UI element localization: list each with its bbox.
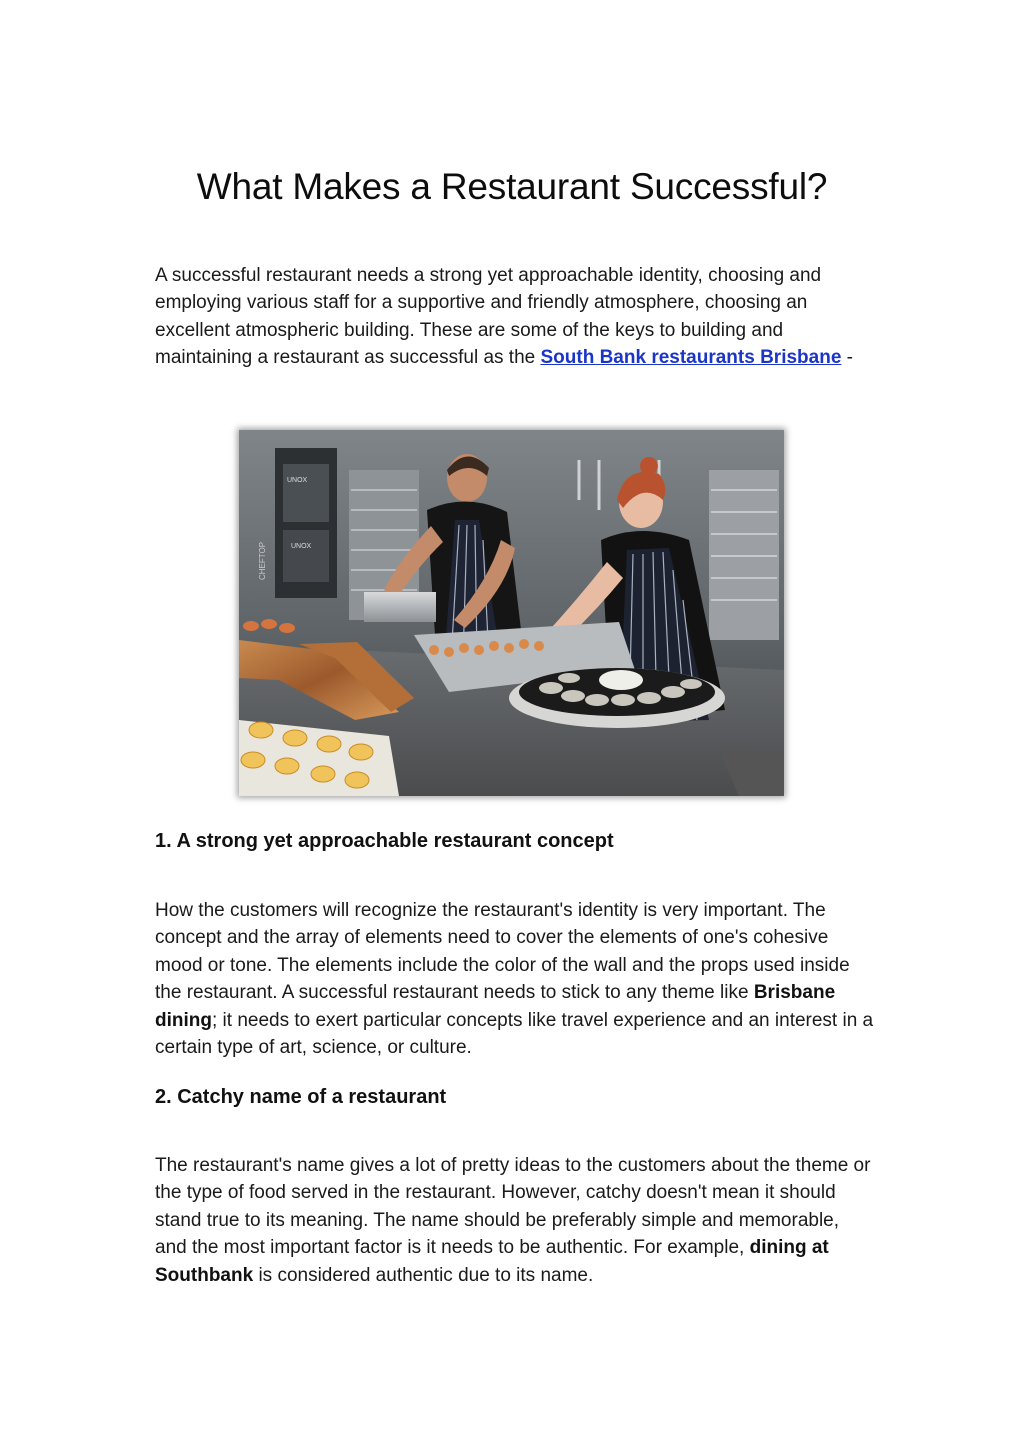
oven-side-label: CHEFTOP <box>258 541 267 580</box>
section-heading-concept: 1. A strong yet approachable restaurant concept <box>155 830 614 852</box>
south-bank-restaurants-link[interactable]: South Bank restaurants Brisbane <box>540 347 842 369</box>
brisbane-dining-bold: Brisbane dining <box>155 982 836 1031</box>
section-heading-name: 2. Catchy name of a restaurant <box>155 1086 447 1108</box>
intro-text: A successful restaurant needs a strong yet approachable identity, choosing and employing various staff for a supportive and friendly atmosphere, choosing an excellent atmospheric building. These are some of the keys to building and maintaining a restaurant as successful as the <box>155 265 822 369</box>
concept-text-end: ; it needs to exert particular concepts like travel experience and an interest in a certain type of art, science, or culture. <box>155 1009 874 1059</box>
page-title: What Makes a Restaurant Successful? <box>196 166 828 207</box>
name-text: The restaurant's name gives a lot of pretty ideas to the customers about the theme or the type of food served in the restaurant. However, catchy doesn't mean it should stand true to its meaning. The name should be preferably simple and memorable, and the most important factor is it needs to be authentic. For example, <box>155 1155 871 1259</box>
dining-southbank-bold: dining at Southbank <box>155 1237 829 1286</box>
intro-paragraph <box>155 262 875 372</box>
name-paragraph <box>155 1152 875 1289</box>
concept-text: How the customers will recognize the restaurant's identity is very important. The concept and the array of elements need to cover the elements of one's cohesive mood or tone. The elements include the color of the wall and the props used inside the restaurant. A successful restaurant needs to stick to any theme like <box>155 900 850 1004</box>
oven-label: UNOX <box>287 477 308 484</box>
restaurant-kitchen-photo <box>239 430 784 796</box>
concept-paragraph <box>155 897 875 1061</box>
intro-suffix: - <box>841 347 854 369</box>
name-text-end: is considered authentic due to its name. <box>253 1264 594 1286</box>
oven-label-lower: UNOX <box>291 543 312 550</box>
